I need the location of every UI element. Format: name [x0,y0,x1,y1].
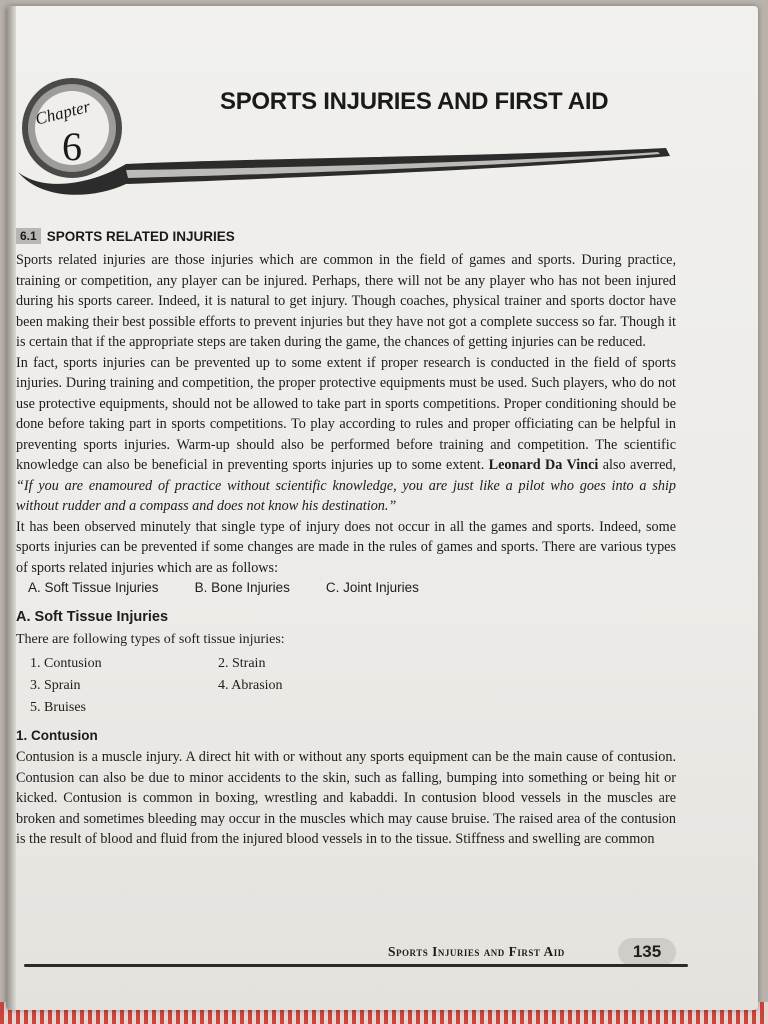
section-heading [16,228,676,244]
section-title: SPORTS RELATED INJURIES [46,228,235,244]
title-swoosh [6,134,758,214]
injury-type-item: A. Soft Tissue Injuries [28,580,159,595]
quote-text: “If you are enamoured of practice without scientific knowledge, you are just like a pilot who goes into a ship without rudder and a compass and does not know his destination.” [16,477,676,514]
paragraph-prevention [16,353,676,517]
contusion-text: Contusion is a muscle injury. A direct hit with or without any sports equipment can be the main cause of contusion. Contusion can also be due to minor accidents to the skin, such as falling, bumping into something or being hit or kicked. Contusion is common in boxing, wrestling and kabaddi. In contusion blood vessels in the muscles are broken and sometimes bleeding may occur in the muscles which may cause bruise. The raised area of the contusion is the result of blood and fluid from the injured blood vessels in to the tissue. Stiffness and swelling are common [16,749,676,847]
injury-type-item: B. Bone Injuries [194,580,290,595]
injury-types-row [28,580,676,595]
list-item: 3. Sprain [30,678,81,693]
book-page [6,6,758,1010]
soft-tissue-list [30,654,676,718]
soft-tissue-intro: There are following types of soft tissue injuries: [16,632,285,647]
chapter-title: SPORTS INJURIES AND FIRST AID [220,88,609,115]
footer-title: Sports Injuries and First Aid [388,944,565,959]
list-item: 2. Strain [218,656,266,671]
page-number: 135 [618,938,676,966]
quote-verb: also averred, [602,457,677,473]
chapter-label: Chapter [33,96,93,129]
contusion-heading: 1. Contusion [16,728,98,743]
soft-tissue-heading: A. Soft Tissue Injuries [16,609,169,625]
list-item: 4. Abrasion [218,678,283,693]
list-item: 5. Bruises [30,700,86,715]
injury-type-item: C. Joint Injuries [325,580,419,595]
footer-rule [24,964,688,967]
quote-author: Leonard Da Vinci [488,457,599,473]
prevention-text: In fact, sports injuries can be prevented up to some extent if proper research is conducted in the field of sports injuries. During training and competition, the proper protective equipments must be used. Such players, who do not use protective equipments, should not be allowed to take part in sports competitions. Proper conditioning should be done before taking part in sports competitions. To play according to rules and proper officiating can be helpful in preventing sports injuries. Warm-up should also be performed before training and competition. The scientific knowledge can also be beneficial in preventing sports injuries up to some extent. [16,354,676,473]
paragraph-intro: Sports related injuries are those injuries which are common in the field of games and sports. During practice, training or competition, any player can be injured. Perhaps, there will not be any player who has not been injured during his sports career. Indeed, it is natural to get injury. Though coaches, physical trainer and sports doctor have been making their best possible efforts to prevent injuries but they have not got a complete success so far. Though it is certain that if the appropriate steps are taken during the game, the chances of getting injuries can be reduced. [16,252,676,350]
page-content [16,228,676,850]
chapter-number: 6 [62,124,82,169]
paragraph-types: It has been observed minutely that single type of injury does not occur in all the games and sports. Indeed, some sports injuries can be prevented if some changes are made in the rules of games and sports. There are various types of sports related injuries which are as follows: [16,518,676,576]
list-item: 1. Contusion [30,656,102,671]
section-number: 6.1 [16,228,41,244]
